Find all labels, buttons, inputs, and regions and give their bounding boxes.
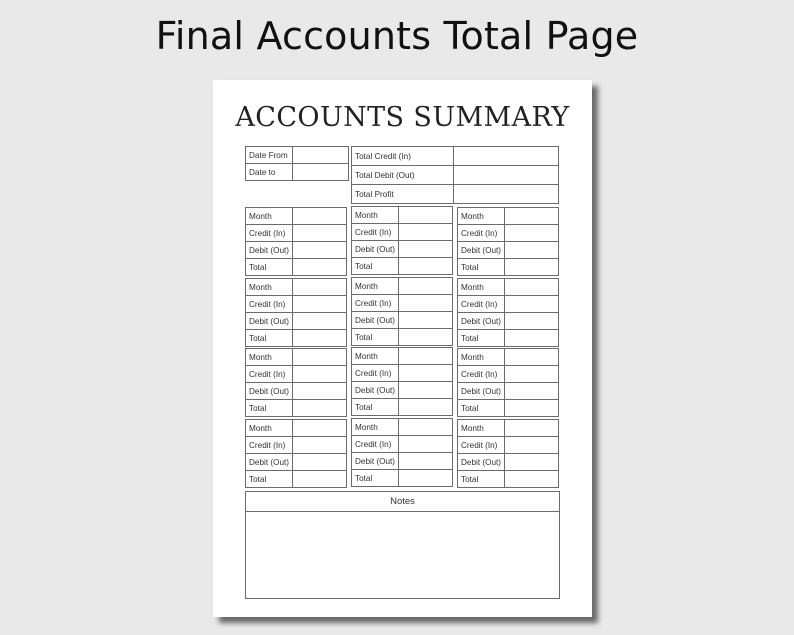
- debit-row: [246, 242, 347, 259]
- credit-field[interactable]: [292, 225, 346, 242]
- total-label: Total: [352, 470, 399, 487]
- month-field[interactable]: [504, 208, 558, 225]
- month-field[interactable]: [398, 207, 452, 224]
- total-label: Total: [246, 259, 293, 276]
- month-row: [246, 279, 347, 296]
- debit-row: [246, 383, 347, 400]
- total-row: [458, 400, 559, 417]
- debit-field[interactable]: [292, 454, 346, 471]
- debit-field[interactable]: [398, 382, 452, 399]
- credit-row: [352, 224, 453, 241]
- month-label: Month: [246, 208, 293, 225]
- month-row: [352, 207, 453, 224]
- total-field[interactable]: [504, 259, 558, 276]
- credit-label: Credit (In): [352, 295, 399, 312]
- credit-field[interactable]: [292, 437, 346, 454]
- credit-field[interactable]: [398, 295, 452, 312]
- debit-field[interactable]: [504, 383, 558, 400]
- total-field[interactable]: [292, 259, 346, 276]
- credit-field[interactable]: [398, 365, 452, 382]
- date-range-table: [245, 146, 349, 181]
- debit-label: Debit (Out): [458, 383, 505, 400]
- month-block: [245, 207, 347, 276]
- total-row: [352, 399, 453, 416]
- debit-row: [458, 242, 559, 259]
- month-block: [457, 278, 559, 347]
- credit-row: [246, 366, 347, 383]
- total-field[interactable]: [504, 330, 558, 347]
- credit-field[interactable]: [504, 225, 558, 242]
- debit-row: [458, 454, 559, 471]
- month-label: Month: [246, 349, 293, 366]
- total-label: Total: [458, 330, 505, 347]
- month-field[interactable]: [292, 208, 346, 225]
- month-block: [245, 348, 347, 417]
- total-label: Total: [352, 329, 399, 346]
- debit-label: Debit (Out): [246, 383, 293, 400]
- credit-row: [246, 437, 347, 454]
- debit-label: Debit (Out): [246, 454, 293, 471]
- total-field[interactable]: [504, 471, 558, 488]
- debit-label: Debit (Out): [352, 312, 399, 329]
- month-label: Month: [458, 349, 505, 366]
- total-credit-label: Total Credit (In): [352, 147, 454, 166]
- month-row: [458, 279, 559, 296]
- month-label: Month: [246, 420, 293, 437]
- month-row: [352, 278, 453, 295]
- credit-label: Credit (In): [458, 437, 505, 454]
- date-to-row: [246, 164, 349, 181]
- total-debit-row: [352, 166, 559, 185]
- month-row: [352, 348, 453, 365]
- total-field[interactable]: [504, 400, 558, 417]
- total-row: [352, 329, 453, 346]
- date-to-label: Date to: [246, 164, 293, 181]
- month-row: [458, 208, 559, 225]
- debit-field[interactable]: [398, 453, 452, 470]
- credit-field[interactable]: [398, 224, 452, 241]
- credit-row: [458, 225, 559, 242]
- month-block: [351, 277, 453, 346]
- total-profit-field[interactable]: [453, 185, 558, 204]
- month-block: [351, 418, 453, 487]
- credit-label: Credit (In): [246, 296, 293, 313]
- debit-row: [458, 383, 559, 400]
- month-field[interactable]: [504, 349, 558, 366]
- credit-label: Credit (In): [458, 296, 505, 313]
- total-field[interactable]: [398, 329, 452, 346]
- total-row: [352, 470, 453, 487]
- total-field[interactable]: [398, 470, 452, 487]
- debit-label: Debit (Out): [246, 242, 293, 259]
- credit-label: Credit (In): [352, 436, 399, 453]
- month-block: [457, 207, 559, 276]
- month-row: [352, 419, 453, 436]
- debit-field[interactable]: [398, 241, 452, 258]
- month-row: [246, 420, 347, 437]
- credit-row: [352, 295, 453, 312]
- debit-field[interactable]: [504, 242, 558, 259]
- date-from-label: Date From: [246, 147, 293, 164]
- total-label: Total: [352, 399, 399, 416]
- credit-label: Credit (In): [352, 365, 399, 382]
- month-field[interactable]: [504, 279, 558, 296]
- month-label: Month: [352, 278, 399, 295]
- debit-field[interactable]: [504, 454, 558, 471]
- credit-row: [352, 436, 453, 453]
- debit-field[interactable]: [292, 383, 346, 400]
- debit-label: Debit (Out): [246, 313, 293, 330]
- credit-row: [458, 437, 559, 454]
- total-label: Total: [352, 258, 399, 275]
- month-field[interactable]: [292, 420, 346, 437]
- debit-field[interactable]: [398, 312, 452, 329]
- debit-field[interactable]: [292, 313, 346, 330]
- month-field[interactable]: [292, 279, 346, 296]
- month-label: Month: [352, 348, 399, 365]
- debit-row: [246, 313, 347, 330]
- totals-table: [351, 146, 559, 204]
- month-row: [458, 349, 559, 366]
- month-block: [351, 206, 453, 275]
- page-title: ACCOUNTS SUMMARY: [235, 102, 570, 133]
- total-profit-label: Total Profit: [352, 185, 454, 204]
- month-label: Month: [246, 279, 293, 296]
- debit-label: Debit (Out): [352, 241, 399, 258]
- total-label: Total: [458, 400, 505, 417]
- month-block: [245, 419, 347, 488]
- total-row: [246, 330, 347, 347]
- total-credit-field[interactable]: [453, 147, 558, 166]
- total-field[interactable]: [398, 258, 452, 275]
- debit-field[interactable]: [504, 313, 558, 330]
- credit-row: [246, 296, 347, 313]
- credit-field[interactable]: [292, 296, 346, 313]
- credit-field[interactable]: [398, 436, 452, 453]
- credit-field[interactable]: [504, 366, 558, 383]
- debit-row: [246, 454, 347, 471]
- month-field[interactable]: [398, 348, 452, 365]
- notes-heading: Notes: [246, 492, 559, 512]
- total-row: [246, 400, 347, 417]
- total-label: Total: [458, 259, 505, 276]
- credit-field[interactable]: [504, 296, 558, 313]
- month-row: [458, 420, 559, 437]
- month-field[interactable]: [398, 278, 452, 295]
- month-block: [457, 419, 559, 488]
- total-row: [458, 471, 559, 488]
- credit-row: [352, 365, 453, 382]
- total-row: [458, 330, 559, 347]
- month-label: Month: [458, 208, 505, 225]
- total-debit-label: Total Debit (Out): [352, 166, 454, 185]
- debit-label: Debit (Out): [458, 242, 505, 259]
- total-row: [246, 471, 347, 488]
- credit-field[interactable]: [292, 366, 346, 383]
- month-label: Month: [352, 419, 399, 436]
- credit-label: Credit (In): [246, 437, 293, 454]
- credit-label: Credit (In): [458, 366, 505, 383]
- month-field[interactable]: [504, 420, 558, 437]
- debit-row: [458, 313, 559, 330]
- total-row: [458, 259, 559, 276]
- month-row: [246, 208, 347, 225]
- debit-label: Debit (Out): [458, 454, 505, 471]
- total-field[interactable]: [292, 471, 346, 488]
- date-to-field[interactable]: [292, 164, 348, 181]
- total-field[interactable]: [398, 399, 452, 416]
- month-block: [457, 348, 559, 417]
- credit-label: Credit (In): [352, 224, 399, 241]
- credit-label: Credit (In): [246, 225, 293, 242]
- total-label: Total: [246, 400, 293, 417]
- total-row: [246, 259, 347, 276]
- debit-row: [352, 241, 453, 258]
- total-field[interactable]: [292, 400, 346, 417]
- credit-field[interactable]: [504, 437, 558, 454]
- total-profit-row: [352, 185, 559, 204]
- debit-label: Debit (Out): [352, 453, 399, 470]
- debit-label: Debit (Out): [458, 313, 505, 330]
- month-row: [246, 349, 347, 366]
- debit-row: [352, 312, 453, 329]
- debit-field[interactable]: [292, 242, 346, 259]
- credit-label: Credit (In): [246, 366, 293, 383]
- month-label: Month: [352, 207, 399, 224]
- banner-title: Final Accounts Total Page: [155, 14, 639, 58]
- month-label: Month: [458, 279, 505, 296]
- month-block: [351, 347, 453, 416]
- date-from-field[interactable]: [292, 147, 348, 164]
- total-label: Total: [246, 330, 293, 347]
- month-field[interactable]: [292, 349, 346, 366]
- month-block: [245, 278, 347, 347]
- credit-row: [458, 366, 559, 383]
- total-credit-row: [352, 147, 559, 166]
- date-from-row: [246, 147, 349, 164]
- notes-box[interactable]: [245, 491, 560, 599]
- total-debit-field[interactable]: [453, 166, 558, 185]
- credit-row: [458, 296, 559, 313]
- total-label: Total: [246, 471, 293, 488]
- debit-label: Debit (Out): [352, 382, 399, 399]
- total-row: [352, 258, 453, 275]
- accounts-summary-page: [213, 80, 592, 617]
- month-field[interactable]: [398, 419, 452, 436]
- debit-row: [352, 382, 453, 399]
- total-field[interactable]: [292, 330, 346, 347]
- credit-row: [246, 225, 347, 242]
- total-label: Total: [458, 471, 505, 488]
- month-label: Month: [458, 420, 505, 437]
- credit-label: Credit (In): [458, 225, 505, 242]
- debit-row: [352, 453, 453, 470]
